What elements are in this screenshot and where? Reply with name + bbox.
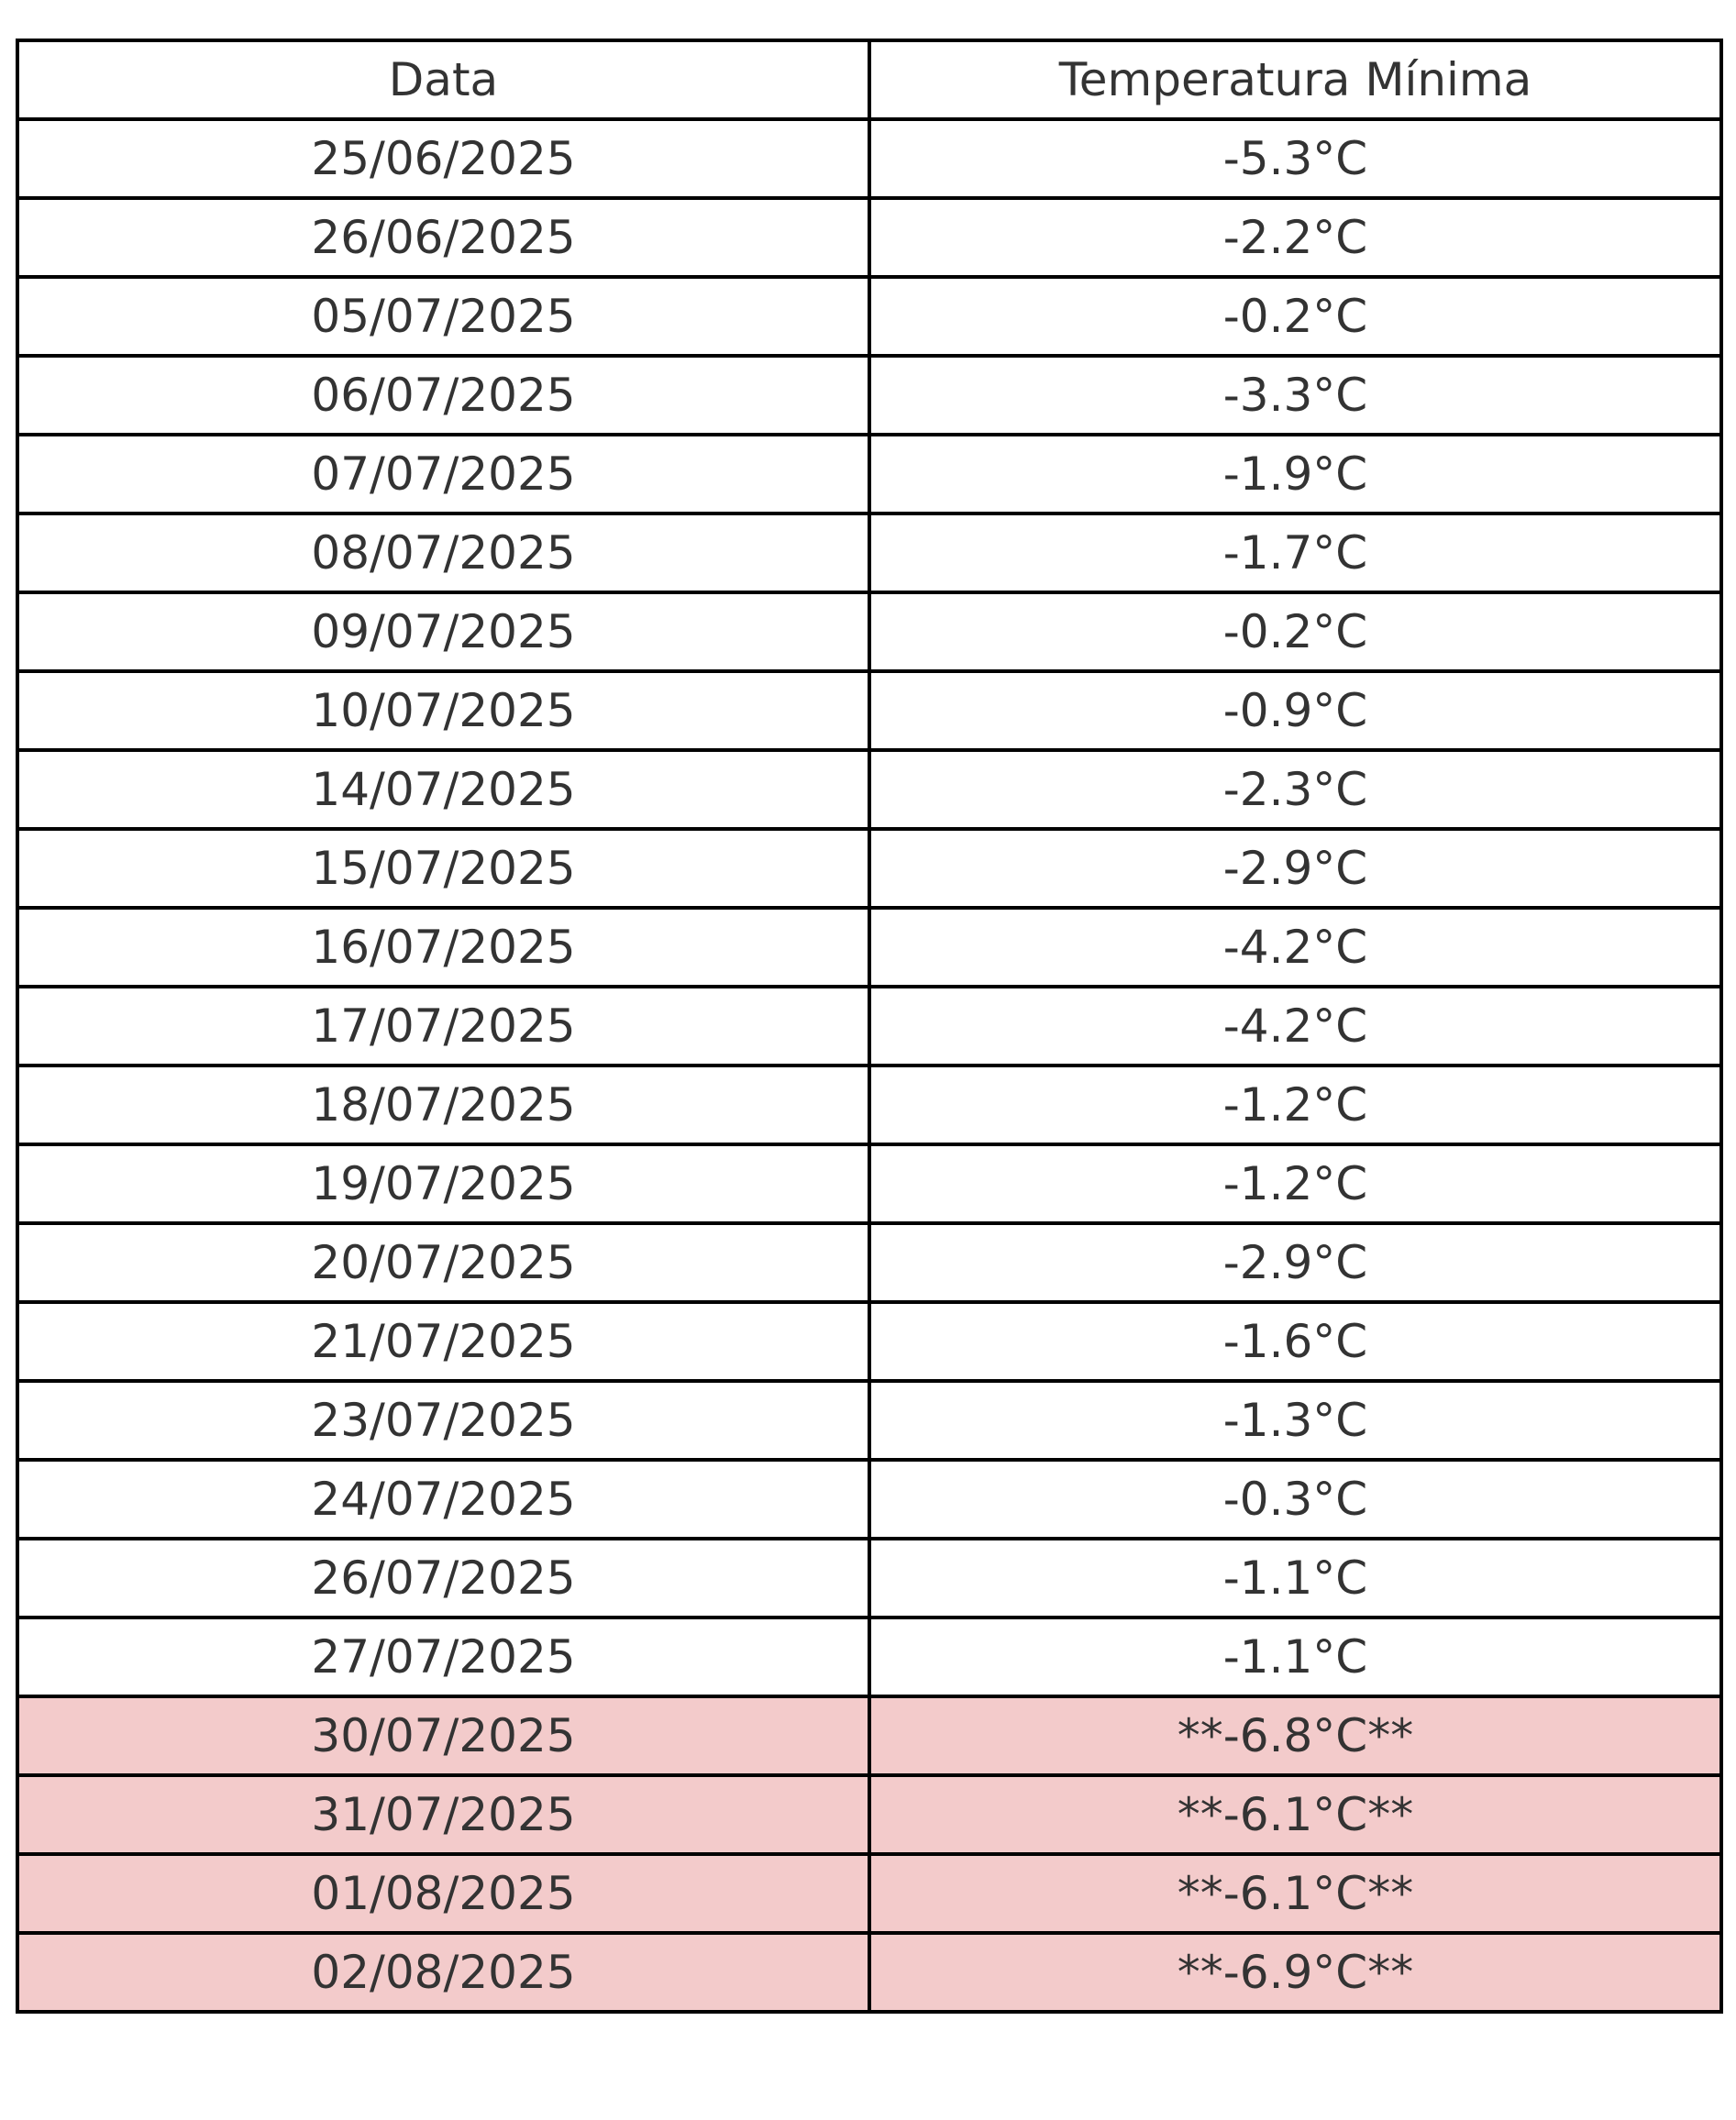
min-temperature-cell: -2.9°C — [869, 1223, 1721, 1302]
min-temperature-cell: -2.3°C — [869, 750, 1721, 829]
min-temperature-cell: **-6.1°C** — [869, 1775, 1721, 1854]
min-temperature-cell: **-6.9°C** — [869, 1933, 1721, 2012]
table-row — [17, 1144, 1721, 1223]
table-row — [17, 1933, 1721, 2012]
table-row — [17, 1775, 1721, 1854]
date-cell: 15/07/2025 — [17, 829, 869, 908]
date-cell: 08/07/2025 — [17, 513, 869, 592]
date-cell: 09/07/2025 — [17, 592, 869, 671]
date-cell: 18/07/2025 — [17, 1066, 869, 1144]
date-cell: 02/08/2025 — [17, 1933, 869, 2012]
date-cell: 26/07/2025 — [17, 1539, 869, 1618]
table-row — [17, 671, 1721, 750]
table-row — [17, 198, 1721, 277]
date-cell: 06/07/2025 — [17, 356, 869, 435]
table-row — [17, 119, 1721, 198]
min-temperature-cell: -4.2°C — [869, 987, 1721, 1066]
min-temperature-cell: -1.1°C — [869, 1539, 1721, 1618]
min-temperature-cell: -1.2°C — [869, 1144, 1721, 1223]
table-row — [17, 987, 1721, 1066]
date-cell: 25/06/2025 — [17, 119, 869, 198]
table-row — [17, 1618, 1721, 1696]
min-temperature-cell: -1.7°C — [869, 513, 1721, 592]
column-header-date: Data — [17, 40, 869, 119]
date-cell: 23/07/2025 — [17, 1381, 869, 1460]
min-temperature-cell: -1.3°C — [869, 1381, 1721, 1460]
date-cell: 30/07/2025 — [17, 1696, 869, 1775]
temperature-table — [16, 39, 1723, 2014]
table-row — [17, 277, 1721, 356]
table-row — [17, 356, 1721, 435]
table-row — [17, 1381, 1721, 1460]
min-temperature-cell: -1.2°C — [869, 1066, 1721, 1144]
min-temperature-cell: -0.2°C — [869, 592, 1721, 671]
table-row — [17, 1539, 1721, 1618]
table-row — [17, 1460, 1721, 1539]
table-row — [17, 908, 1721, 987]
date-cell: 27/07/2025 — [17, 1618, 869, 1696]
date-cell: 24/07/2025 — [17, 1460, 869, 1539]
min-temperature-cell: -1.9°C — [869, 435, 1721, 513]
date-cell: 16/07/2025 — [17, 908, 869, 987]
min-temperature-cell: **-6.1°C** — [869, 1854, 1721, 1933]
date-cell: 10/07/2025 — [17, 671, 869, 750]
min-temperature-cell: -2.9°C — [869, 829, 1721, 908]
date-cell: 05/07/2025 — [17, 277, 869, 356]
table-body — [17, 119, 1721, 2012]
date-cell: 19/07/2025 — [17, 1144, 869, 1223]
min-temperature-cell: -0.3°C — [869, 1460, 1721, 1539]
column-header-min-temperature: Temperatura Mínima — [869, 40, 1721, 119]
table-row — [17, 1066, 1721, 1144]
table-row — [17, 1302, 1721, 1381]
min-temperature-cell: -0.9°C — [869, 671, 1721, 750]
date-cell: 07/07/2025 — [17, 435, 869, 513]
table-row — [17, 1696, 1721, 1775]
date-cell: 21/07/2025 — [17, 1302, 869, 1381]
table-row — [17, 1223, 1721, 1302]
date-cell: 26/06/2025 — [17, 198, 869, 277]
min-temperature-cell: -0.2°C — [869, 277, 1721, 356]
table-row — [17, 513, 1721, 592]
min-temperature-cell: -4.2°C — [869, 908, 1721, 987]
table-row — [17, 1854, 1721, 1933]
min-temperature-cell: -1.1°C — [869, 1618, 1721, 1696]
date-cell: 14/07/2025 — [17, 750, 869, 829]
min-temperature-cell: **-6.8°C** — [869, 1696, 1721, 1775]
min-temperature-cell: -5.3°C — [869, 119, 1721, 198]
date-cell: 31/07/2025 — [17, 1775, 869, 1854]
min-temperature-cell: -3.3°C — [869, 356, 1721, 435]
min-temperature-cell: -1.6°C — [869, 1302, 1721, 1381]
table-row — [17, 829, 1721, 908]
table-row — [17, 592, 1721, 671]
table-row — [17, 750, 1721, 829]
date-cell: 20/07/2025 — [17, 1223, 869, 1302]
date-cell: 01/08/2025 — [17, 1854, 869, 1933]
table-row — [17, 435, 1721, 513]
table-header-row — [17, 40, 1721, 119]
min-temperature-cell: -2.2°C — [869, 198, 1721, 277]
date-cell: 17/07/2025 — [17, 987, 869, 1066]
